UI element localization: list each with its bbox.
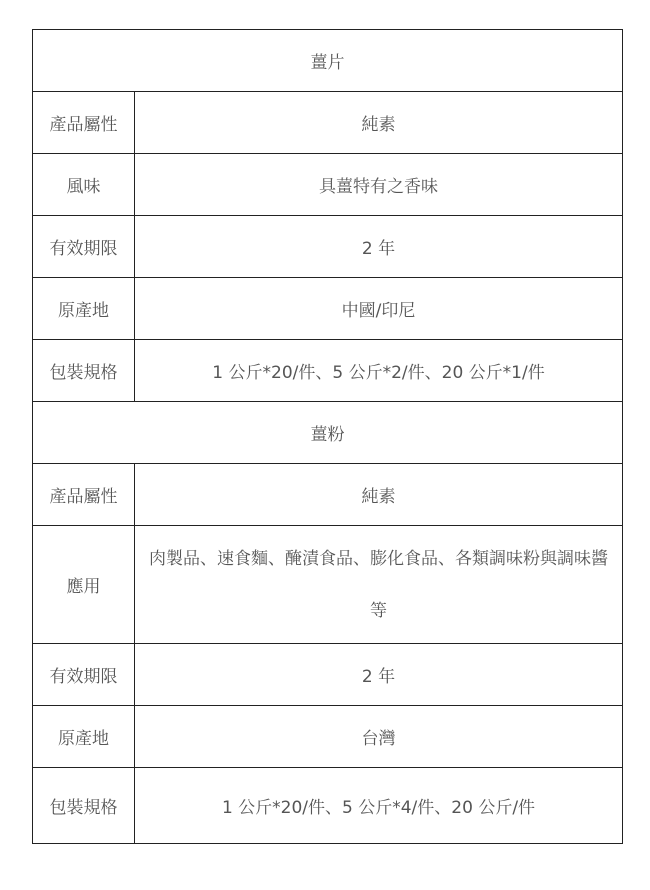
row-label: 產品屬性: [33, 464, 135, 526]
section-header-row: [33, 402, 623, 464]
section-title: 薑粉: [33, 402, 623, 464]
table-row: [33, 526, 623, 644]
row-value: 2 年: [135, 644, 623, 706]
row-value: 中國/印尼: [135, 278, 623, 340]
table-row: [33, 464, 623, 526]
row-value: 純素: [135, 92, 623, 154]
row-label: 包裝規格: [33, 768, 135, 844]
table-row: [33, 278, 623, 340]
table-row: [33, 768, 623, 844]
row-value: 台灣: [135, 706, 623, 768]
table-row: [33, 216, 623, 278]
table-row: [33, 92, 623, 154]
row-value: 具薑特有之香味: [135, 154, 623, 216]
row-value: 1 公斤*20/件、5 公斤*2/件、20 公斤*1/件: [135, 340, 623, 402]
row-label: 風味: [33, 154, 135, 216]
table-row: [33, 154, 623, 216]
row-label: 應用: [33, 526, 135, 644]
section-header-row: [33, 30, 623, 92]
table-row: [33, 340, 623, 402]
row-label: 有效期限: [33, 216, 135, 278]
table-row: [33, 706, 623, 768]
row-label: 產品屬性: [33, 92, 135, 154]
row-value: 肉製品、速食麵、醃漬食品、膨化食品、各類調味粉與調味醬等: [135, 526, 623, 644]
table-row: [33, 644, 623, 706]
row-label: 包裝規格: [33, 340, 135, 402]
row-value: 1 公斤*20/件、5 公斤*4/件、20 公斤/件: [135, 768, 623, 844]
row-value: 2 年: [135, 216, 623, 278]
row-label: 原產地: [33, 278, 135, 340]
row-value: 純素: [135, 464, 623, 526]
row-label: 原產地: [33, 706, 135, 768]
product-spec-table: [32, 29, 623, 844]
row-label: 有效期限: [33, 644, 135, 706]
section-title: 薑片: [33, 30, 623, 92]
